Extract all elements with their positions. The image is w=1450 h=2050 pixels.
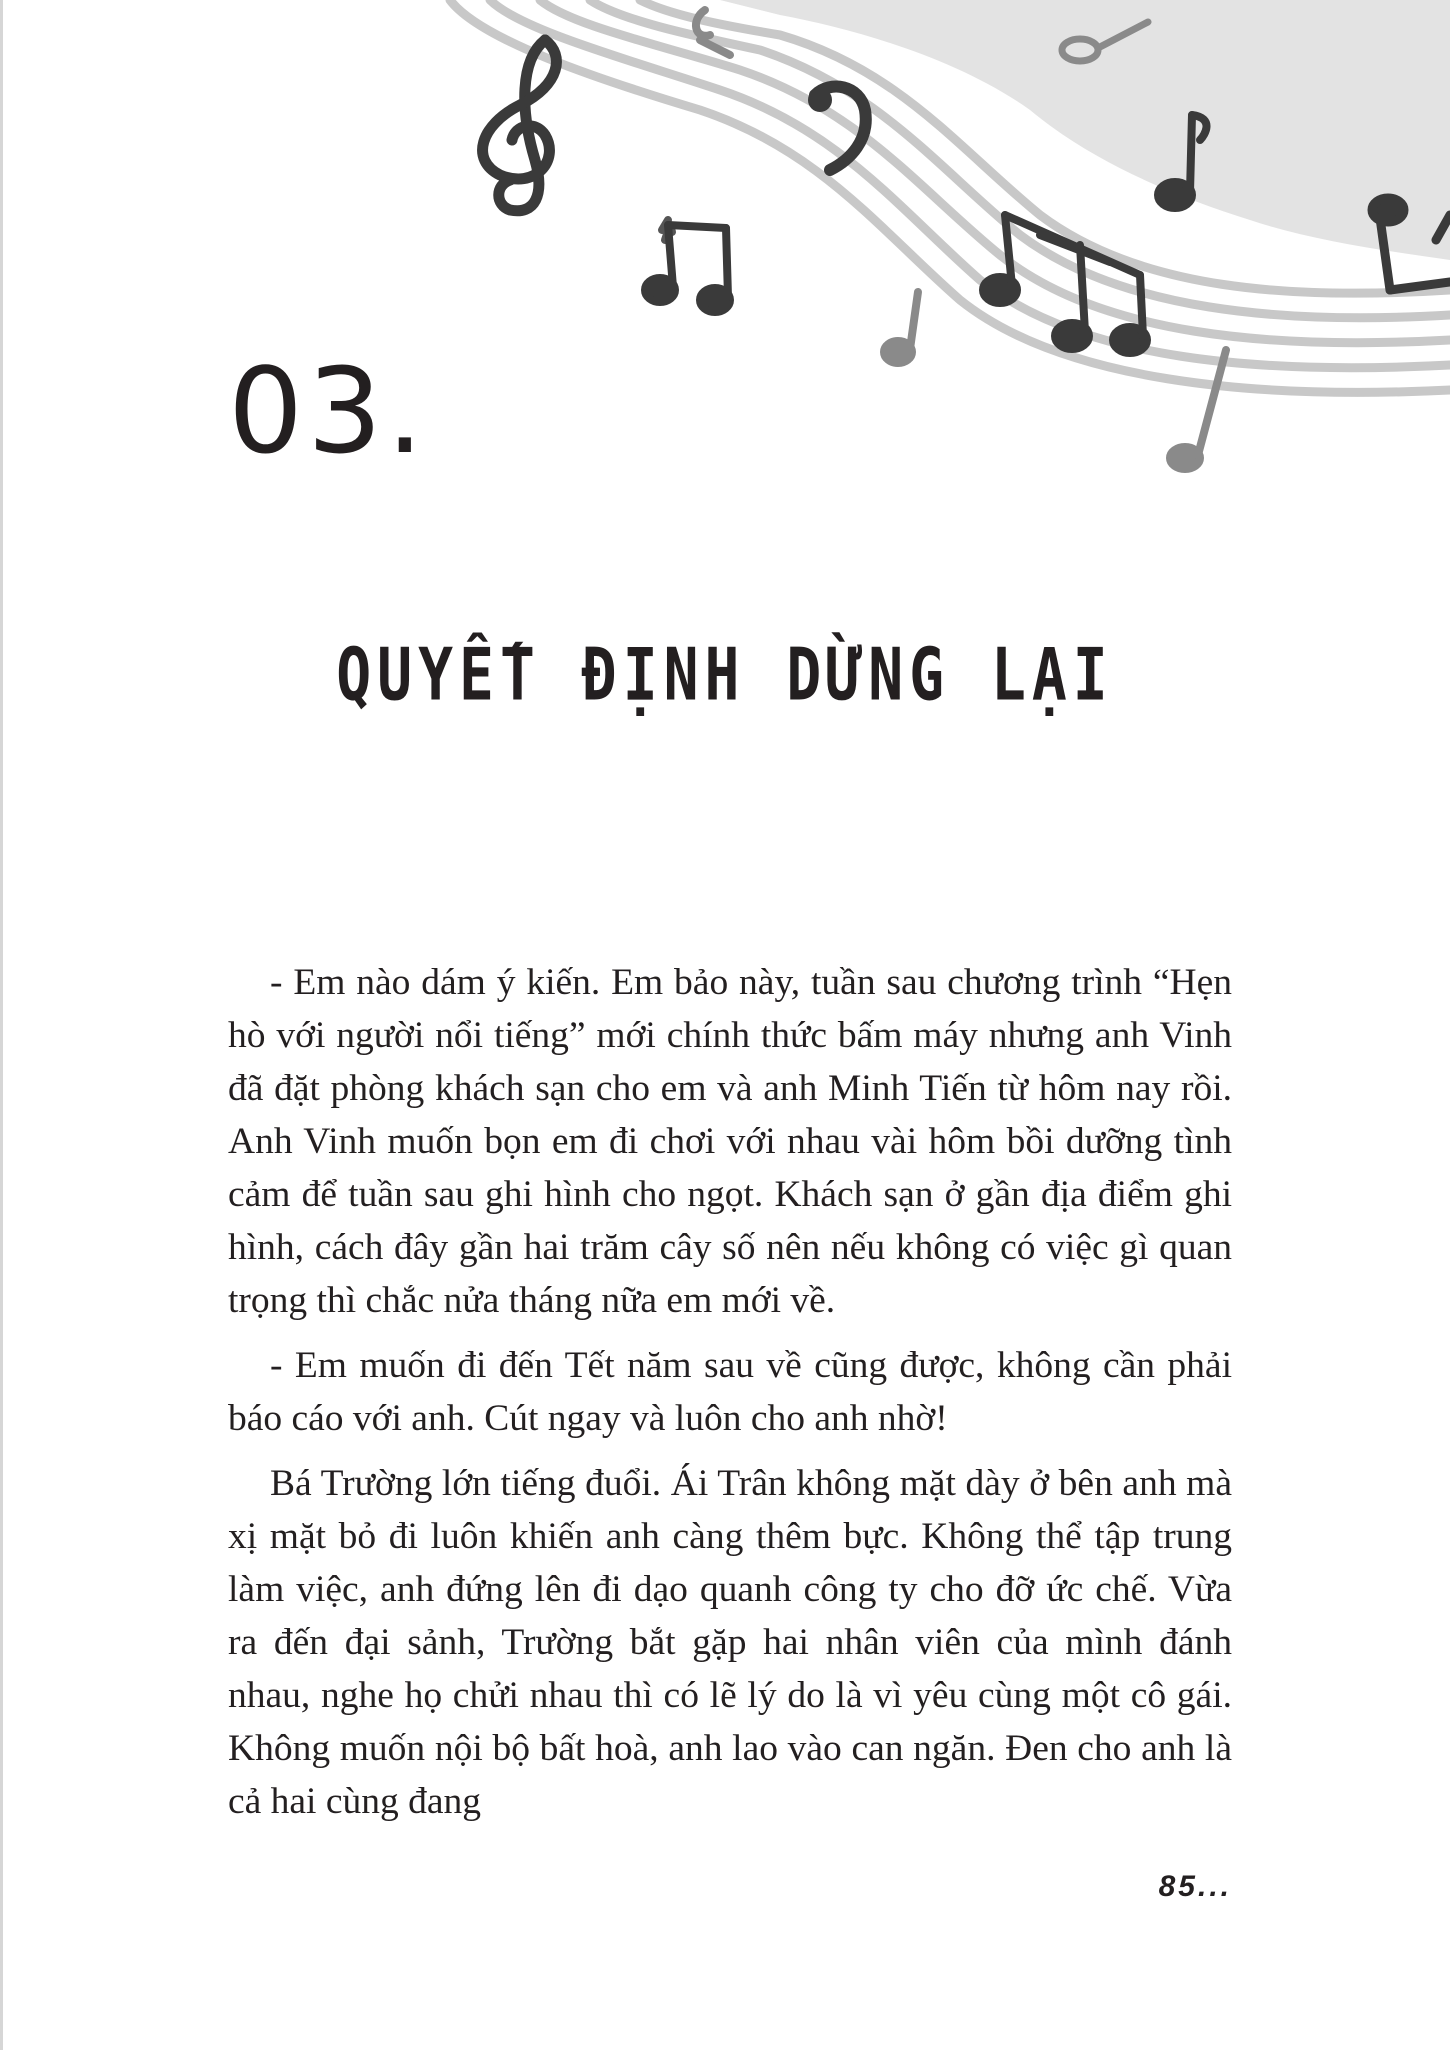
paragraph: Bá Trường lớn tiếng đuổi. Ái Trân không mặt dày ở bên anh mà xị mặt bỏ đi luôn khiến anh càng thêm bực. Không thể tập trung làm việc, anh đứng lên đi dạo quanh công ty cho đỡ ức chế. Vừa ra đến đại sảnh, Trường bắt gặp hai nhân viên của mình đánh nhau, nghe họ chửi nhau thì có lẽ lý do là vì yêu cùng một cô gái. Không muốn nội bộ bất hoà, anh lao vào can ngăn. Đen cho anh là cả hai cùng đang <box>228 1463 1232 1822</box>
paragraph: - Em muốn đi đến Tết năm sau về cũng được, không cần phải báo cáo với anh. Cút ngay và luôn cho anh nhờ! <box>228 1345 1232 1439</box>
quarter-note-bottom-icon <box>1170 350 1226 469</box>
beamed-eighth-pair-icon <box>645 225 730 312</box>
page-number: 85... <box>1158 1870 1232 1903</box>
quarter-note-gray-icon <box>884 292 918 363</box>
chapter-number: 03. <box>228 342 428 480</box>
sixteenth-note-icon <box>696 10 730 55</box>
chapter-title: QUYẾT ĐỊNH DỪNG LẠI <box>336 632 1114 717</box>
treble-clef-icon <box>483 40 557 211</box>
music-decoration <box>420 0 1450 480</box>
page-edge <box>0 0 3 2050</box>
paragraph: - Em nào dám ý kiến. Em bảo này, tuần sau chương trình “Hẹn hò với người nổi tiếng” mới chính thức bấm máy nhưng anh Vinh đã đặt phòng khách sạn cho em và anh Minh Tiến từ hôm nay rồi. Anh Vinh muốn bọn em đi chơi với nhau vài hôm bồi dưỡng tình cảm để tuần sau ghi hình cho ngọt. Khách sạn ở gần địa điểm ghi hình, cách đây gần hai trăm cây số nên nếu không có việc gì quan trọng thì chắc nửa tháng nữa em mới về. <box>228 962 1232 1321</box>
body-text <box>228 956 1232 1840</box>
